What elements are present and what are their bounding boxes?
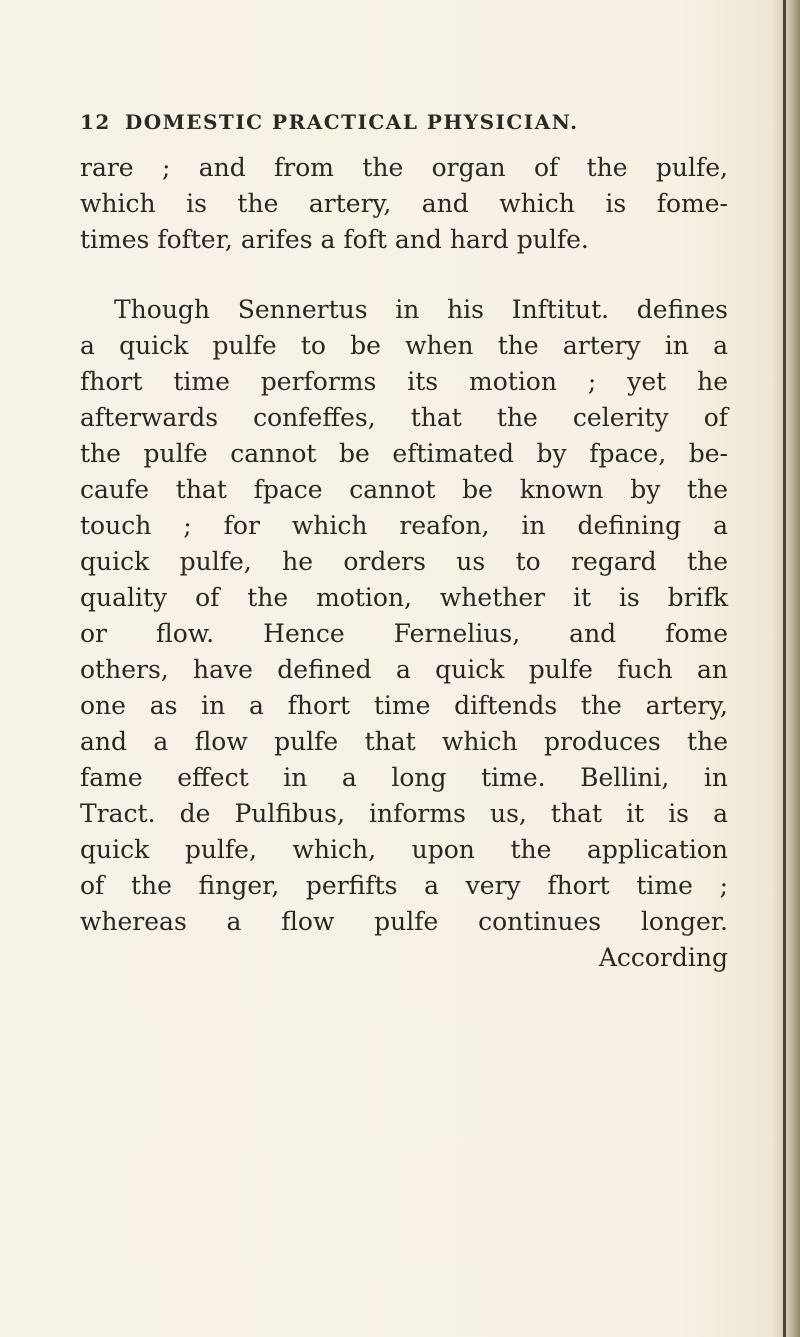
page-gutter [774,0,800,1337]
text-line: quality of the motion, whether it is brifk [80,583,728,612]
text-line: caufe that fpace cannot be known by the [80,475,728,504]
text-line: quick pulfe, he orders us to regard the [80,547,728,576]
text-line: fame effect in a long time. Bellini, in [80,763,728,792]
text-line: one as in a fhort time diftends the artery, [80,691,728,720]
text-line: Tract. de Pulfibus, informs us, that it is a [80,799,728,828]
catchword: According [598,943,728,972]
text-line: touch ; for which reafon, in defining a [80,511,728,540]
text-line: rare ; and from the organ of the pulfe, [80,153,728,182]
running-header [80,110,579,134]
binding-edge [783,0,786,1337]
text-line: of the finger, perfifts a very fhort time ; [80,871,728,900]
running-title: DOMESTIC PRACTICAL PHYSICIAN. [124,110,579,134]
text-line: a quick pulfe to be when the artery in a [80,331,728,360]
text-line: quick pulfe, which, upon the application [80,835,728,864]
text-line: others, have defined a quick pulfe fuch an [80,655,728,684]
text-line: which is the artery, and which is fome- [80,189,728,218]
text-line: whereas a flow pulfe continues longer. [80,907,728,936]
text-line: and a flow pulfe that which produces the [80,727,728,756]
body-text [80,150,728,976]
text-line: times fofter, arifes a foft and hard pulfe. [80,225,589,254]
paragraph-gap [80,258,728,292]
text-line: Though Sennertus in his Inftitut. defines [114,295,728,324]
text-line: afterwards confeffes, that the celerity of [80,403,728,432]
text-line: or flow. Hence Fernelius, and fome [80,619,728,648]
text-line: fhort time performs its motion ; yet he [80,367,728,396]
text-line: the pulfe cannot be eftimated by fpace, be- [80,439,728,468]
page-number: 12 [80,110,111,134]
